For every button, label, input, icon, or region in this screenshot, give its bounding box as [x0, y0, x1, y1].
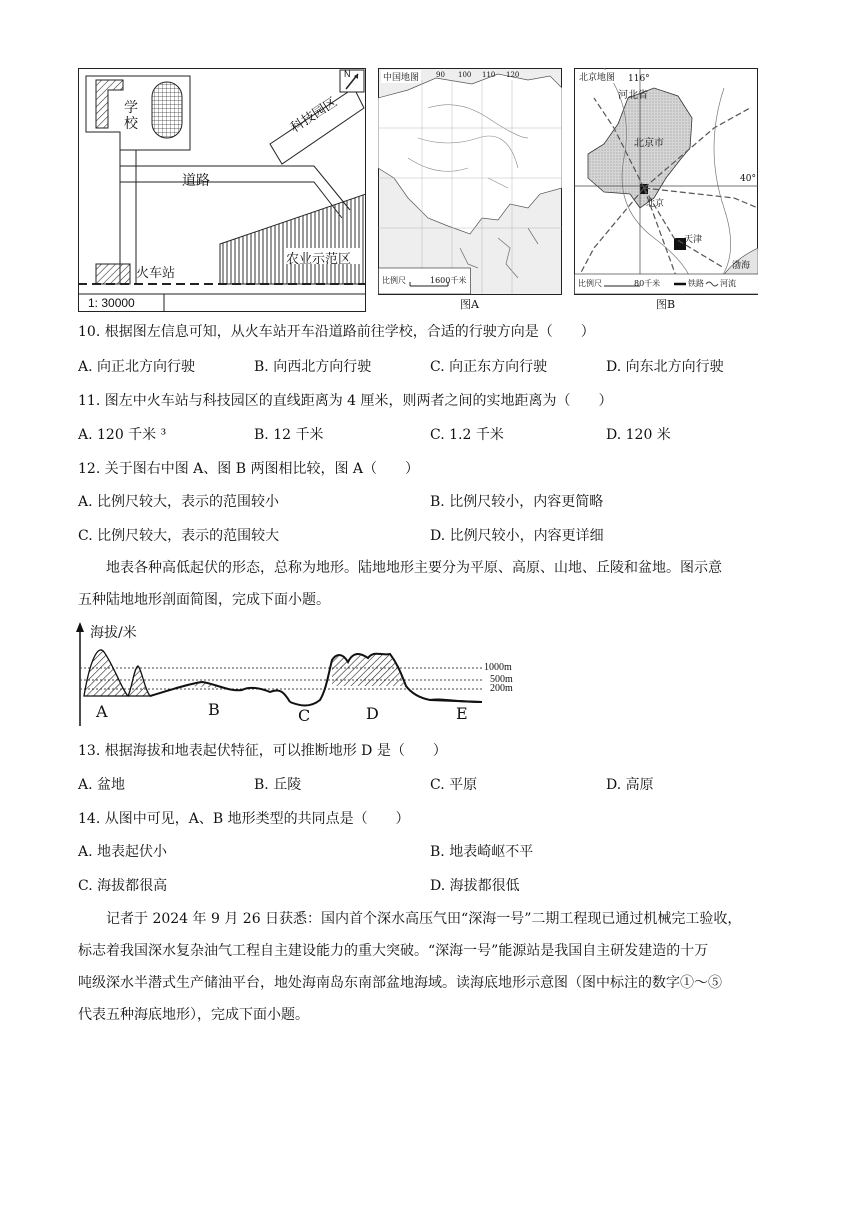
- scale-label: 1: 30000: [88, 296, 135, 310]
- passage-deep-sea-line-3: 吨级深水半潜式生产储油平台，地处海南岛东南部盆地海域。读海底地形示意图（图中标注的数字①～⑤: [78, 975, 722, 991]
- profile-level-500: 500m: [490, 674, 513, 685]
- question-10-option-b[interactable]: B. 向西北方向行驶: [254, 359, 372, 375]
- map-b-scale-value: 80千米: [634, 279, 661, 288]
- question-14-option-d[interactable]: D. 海拔都很低: [430, 878, 520, 894]
- map-b-hebei: 河北省: [618, 90, 648, 101]
- landform-profile: [70, 620, 530, 730]
- question-13-option-d[interactable]: D. 高原: [606, 777, 654, 793]
- question-10-option-a[interactable]: A. 向正北方向行驶: [78, 359, 196, 375]
- question-13-option-b[interactable]: B. 丘陵: [254, 777, 302, 793]
- question-10-option-d[interactable]: D. 向东北方向行驶: [606, 359, 724, 375]
- map-a-lon-1: 90: [436, 71, 445, 79]
- passage-landforms-line-2: 五种陆地地形剖面简图，完成下面小题。: [78, 592, 330, 608]
- agri-zone-label: 农业示范区: [286, 252, 352, 267]
- north-label: N: [344, 69, 351, 79]
- question-14-option-b[interactable]: B. 地表崎岖不平: [430, 844, 534, 860]
- question-13-option-c[interactable]: C. 平原: [430, 777, 478, 793]
- passage-deep-sea-line-1: 记者于 2024 年 9 月 26 日获悉：国内首个深水高压气田“深海一号”二期工程现已通过机械完工验收，: [106, 911, 742, 927]
- school-label: 学校: [124, 100, 138, 132]
- map-b-tianjin: 天津: [684, 235, 703, 245]
- map-a-caption: 图A: [460, 298, 479, 311]
- question-14-stem: 14. 从图中可见，A、B 地形类型的共同点是（ ）: [78, 811, 410, 827]
- profile-letter-c: C: [298, 706, 311, 725]
- profile-letter-b: B: [208, 700, 220, 719]
- map-a-lon-3: 110: [482, 71, 496, 79]
- question-11-option-d[interactable]: D. 120 米: [606, 427, 671, 443]
- profile-letter-a: A: [96, 702, 108, 721]
- map-b-lon: 116°: [628, 74, 650, 84]
- map-b-legend-rail: 铁路: [688, 279, 704, 288]
- passage-deep-sea-line-4: 代表五种海底地形），完成下面小题。: [78, 1007, 309, 1023]
- question-12-option-c[interactable]: C. 比例尺较大，表示的范围较大: [78, 528, 280, 544]
- map-a-lon-2: 100: [458, 71, 472, 79]
- map-b-bohai: 渤海: [732, 261, 751, 271]
- road-label: 道路: [182, 173, 210, 189]
- profile-level-200: 200m: [490, 683, 513, 694]
- question-10-stem: 10. 根据图左信息可知，从火车站开车沿道路前往学校，合适的行驶方向是（ ）: [78, 324, 595, 340]
- question-12-stem: 12. 关于图右中图 A、图 B 两图相比较，图 A（ ）: [78, 461, 420, 477]
- profile-letter-e: E: [456, 704, 468, 723]
- map-a-title: 中国地图: [381, 70, 421, 83]
- map-a: [378, 68, 562, 312]
- map-b: [574, 68, 758, 312]
- question-10-option-c[interactable]: C. 向正东方向行驶: [430, 359, 548, 375]
- profile-level-1000: 1000m: [484, 662, 512, 673]
- map-b-beijing: 北京: [646, 199, 665, 209]
- profile-letter-d: D: [366, 704, 379, 723]
- map-b-scale-label: 比例尺: [578, 279, 602, 288]
- question-12-option-d[interactable]: D. 比例尺较小，内容更详细: [430, 528, 604, 544]
- map-b-title: 北京地图: [577, 70, 617, 83]
- map-b-caption: 图B: [656, 298, 676, 311]
- question-12-option-b[interactable]: B. 比例尺较小，内容更简略: [430, 494, 604, 510]
- question-14-option-a[interactable]: A. 地表起伏小: [78, 844, 168, 860]
- question-11-option-c[interactable]: C. 1.2 千米: [430, 427, 504, 443]
- passage-landforms-line-1: 地表各种高低起伏的形态，总称为地形。陆地地形主要分为平原、高原、山地、丘陵和盆地。图示意: [106, 560, 722, 576]
- map-b-legend-river: 河流: [720, 279, 736, 288]
- profile-ylabel: 海拔/米: [90, 625, 137, 641]
- question-11-option-b[interactable]: B. 12 千米: [254, 427, 324, 443]
- train-station-label: 火车站: [136, 266, 176, 281]
- question-13-option-a[interactable]: A. 盆地: [78, 777, 126, 793]
- campus-map: [78, 68, 366, 312]
- map-b-lat: 40°: [740, 174, 756, 184]
- map-a-scale-value: 1600千米: [430, 276, 467, 285]
- map-b-beijing-city: 北京市: [634, 138, 664, 149]
- question-13-stem: 13. 根据海拔和地表起伏特征，可以推断地形 D 是（ ）: [78, 743, 447, 759]
- passage-deep-sea-line-2: 标志着我国深水复杂油气工程自主建设能力的重大突破。“深海一号”能源站是我国自主研发建造的十万: [78, 943, 709, 959]
- tech-park-label: 科技园区: [288, 95, 340, 136]
- question-11-stem: 11. 图左中火车站与科技园区的直线距离为 4 厘米，则两者之间的实地距离为（ ）: [78, 393, 613, 409]
- passage-landforms: [78, 552, 778, 616]
- question-11-option-a[interactable]: A. 120 千米 ³: [78, 427, 167, 443]
- map-a-lon-4: 120: [506, 71, 520, 79]
- map-a-scale-label: 比例尺: [382, 276, 406, 285]
- question-14-option-c[interactable]: C. 海拔都很高: [78, 878, 168, 894]
- question-12-option-a[interactable]: A. 比例尺较大，表示的范围较小: [78, 494, 280, 510]
- passage-deep-sea: [78, 903, 778, 1031]
